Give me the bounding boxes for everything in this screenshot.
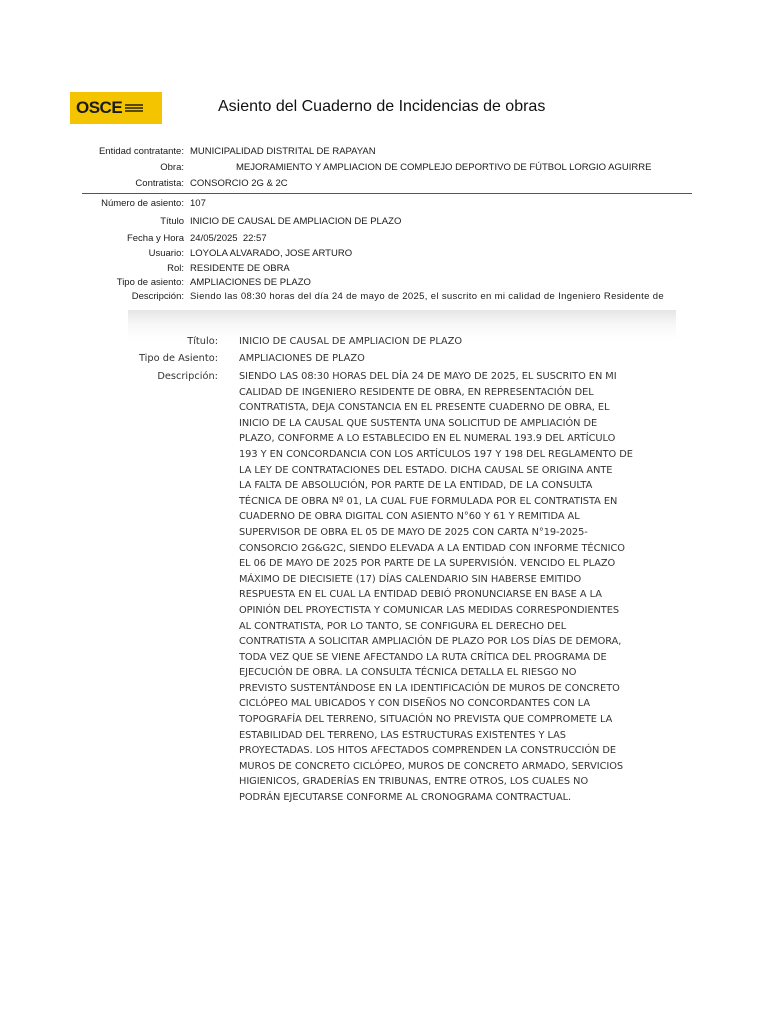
- descripcion-line: MUROS DE CONCRETO CICLÓPEO, MUROS DE CONCRETO ARMADO, SERVICIOS: [239, 760, 624, 772]
- numero-label: Número de asiento:: [101, 198, 184, 209]
- obra-label: Obra:: [160, 162, 184, 173]
- detail-titulo-label: Título:: [187, 336, 218, 347]
- descripcion-line: OPINIÓN DEL PROYECTISTA Y COMUNICAR LAS MEDIDAS CORRESPONDIENTES: [239, 604, 620, 616]
- descripcion-line: TÉCNICA DE OBRA Nº 01, LA CUAL FUE FORMULADA POR EL CONTRATISTA EN: [239, 495, 618, 507]
- descripcion-line: EL 06 DE MAYO DE 2025 POR PARTE DE LA SUPERVISIÓN. VENCIDO EL PLAZO: [239, 558, 616, 570]
- fecha-value: 24/05/2025 22:57: [190, 233, 267, 244]
- descripcion-line: LA FALTA DE ABSOLUCIÓN, POR PARTE DE LA ENTIDAD, DE LA CONSULTA: [239, 480, 593, 492]
- titulo-value: INICIO DE CAUSAL DE AMPLIACION DE PLAZO: [190, 216, 402, 227]
- detail-titulo-value: INICIO DE CAUSAL DE AMPLIACION DE PLAZO: [239, 336, 463, 347]
- contratista-value: CONSORCIO 2G & 2C: [190, 178, 288, 189]
- descripcion-line: MÁXIMO DE DIECISIETE (17) DÍAS CALENDARIO SIN HABERSE EMITIDO: [239, 573, 582, 585]
- detail-tipo-value: AMPLIACIONES DE PLAZO: [239, 353, 365, 364]
- entidad-value: MUNICIPALIDAD DISTRITAL DE RAPAYAN: [190, 146, 376, 157]
- tipo-value: AMPLIACIONES DE PLAZO: [190, 277, 311, 288]
- osce-logo: [70, 92, 162, 124]
- descripcion-line: LA LEY DE CONTRATACIONES DEL ESTADO. DICHA CAUSAL SE ORIGINA ANTE: [239, 464, 613, 476]
- detail-descripcion-text: [239, 369, 679, 806]
- usuario-label: Usuario:: [148, 248, 184, 259]
- descripcion-line: ESTABILIDAD DEL TERRENO, LAS ESTRUCTURAS EXISTENTES Y LAS: [239, 729, 566, 741]
- usuario-value: LOYOLA ALVARADO, JOSE ARTURO: [190, 248, 353, 259]
- page-title: Asiento del Cuaderno de Incidencias de obras: [218, 98, 546, 115]
- descripcion-line: CONSORCIO 2G&G2C, SIENDO ELEVADA A LA ENTIDAD CON INFORME TÉCNICO: [239, 542, 625, 554]
- descripcion-line: PROYECTADAS. LOS HITOS AFECTADOS COMPRENDEN LA CONSTRUCCIÓN DE: [239, 745, 617, 757]
- contratista-label: Contratista:: [135, 178, 184, 189]
- descripcion-line: 193 Y EN CONCORDANCIA CON LOS ARTÍCULOS 197 Y 198 DEL REGLAMENTO DE: [239, 448, 633, 460]
- descripcion-line: CONTRATISTA A SOLICITAR AMPLIACIÓN DE PLAZO POR LOS DÍAS DE DEMORA,: [239, 636, 622, 648]
- descripcion-line: CICLÓPEO MAL UBICADOS Y CON DISEÑOS NO CONCORDANTES CON LA: [239, 698, 591, 710]
- descripcion-line: AL CONTRATISTA, POR LO TANTO, SE CONFIGURA EL DERECHO DEL: [239, 620, 567, 632]
- descripcion-line: EJECUCIÓN DE OBRA. LA CONSULTA TÉCNICA DETALLA EL RIESGO NO: [239, 667, 577, 679]
- descripcion-line: PODRÁN EJECUTARSE CONFORME AL CRONOGRAMA CONTRACTUAL.: [239, 792, 572, 804]
- header-divider: [82, 193, 692, 194]
- rol-value: RESIDENTE DE OBRA: [190, 263, 290, 274]
- descripcion-line: RESPUESTA EN EL CUAL LA ENTIDAD DEBIÓ PRONUNCIARSE EN BASE A LA: [239, 589, 602, 601]
- descripcion-line: CUADERNO DE OBRA DIGITAL CON ASIENTO N°60 Y 61 Y REMITIDA AL: [239, 511, 580, 523]
- descripcion-value: Siendo las 08:30 horas del día 24 de mayo de 2025, el suscrito en mi calidad de Ingeniero Residente de: [190, 291, 665, 302]
- obra-value: MEJORAMIENTO Y AMPLIACION DE COMPLEJO DEPORTIVO DE FÚTBOL LORGIO AGUIRRE: [236, 162, 652, 173]
- logo-text: OSCE: [76, 98, 123, 117]
- descripcion-line: PREVISTO SUSTENTÁNDOSE EN LA IDENTIFICACIÓN DE MUROS DE CONCRETO: [239, 682, 620, 694]
- descripcion-line: INICIO DE LA CAUSAL QUE SUSTENTA UNA SOLICITUD DE AMPLIACIÓN DE: [239, 417, 598, 429]
- detail-tipo-label: Tipo de Asiento:: [139, 353, 218, 364]
- descripcion-line: TOPOGRAFÍA DEL TERRENO, SITUACIÓN NO PREVISTA QUE COMPROMETE LA: [239, 714, 613, 726]
- descripcion-line: SUPERVISOR DE OBRA EL 05 DE MAYO DE 2025 CON CARTA N°19-2025-: [239, 526, 588, 538]
- numero-value: 107: [190, 198, 206, 209]
- descripcion-line: SIENDO LAS 08:30 HORAS DEL DÍA 24 DE MAYO DE 2025, EL SUSCRITO EN MI: [239, 371, 617, 382]
- descripcion-line: CALIDAD DE INGENIERO RESIDENTE DE OBRA, EN REPRESENTACIÓN DEL: [239, 386, 594, 398]
- logo-subtext-mark: [125, 104, 143, 112]
- rol-label: Rol:: [167, 263, 184, 274]
- entidad-label: Entidad contratante:: [98, 146, 184, 157]
- descripcion-line: HIGIENICOS, GRADERÍAS EN TRIBUNAS, ENTRE OTROS, LOS CUALES NO: [239, 776, 589, 788]
- descripcion-label: Descripción:: [131, 291, 184, 302]
- descripcion-line: CONTRATISTA, DEJA CONSTANCIA EN EL PRESENTE CUADERNO DE OBRA, EL: [239, 402, 610, 414]
- descripcion-line: TODA VEZ QUE SE VIENE AFECTANDO LA RUTA CRÍTICA DEL PROGRAMA DE: [239, 651, 607, 663]
- descripcion-line: PLAZO, CONFORME A LO ESTABLECIDO EN EL NUMERAL 193.9 DEL ARTÍCULO: [239, 433, 616, 445]
- tipo-label: Tipo de asiento:: [116, 277, 184, 288]
- fecha-label: Fecha y Hora: [126, 233, 184, 244]
- titulo-label: Título: [160, 216, 184, 227]
- detail-descripcion-label: Descripción:: [157, 371, 218, 382]
